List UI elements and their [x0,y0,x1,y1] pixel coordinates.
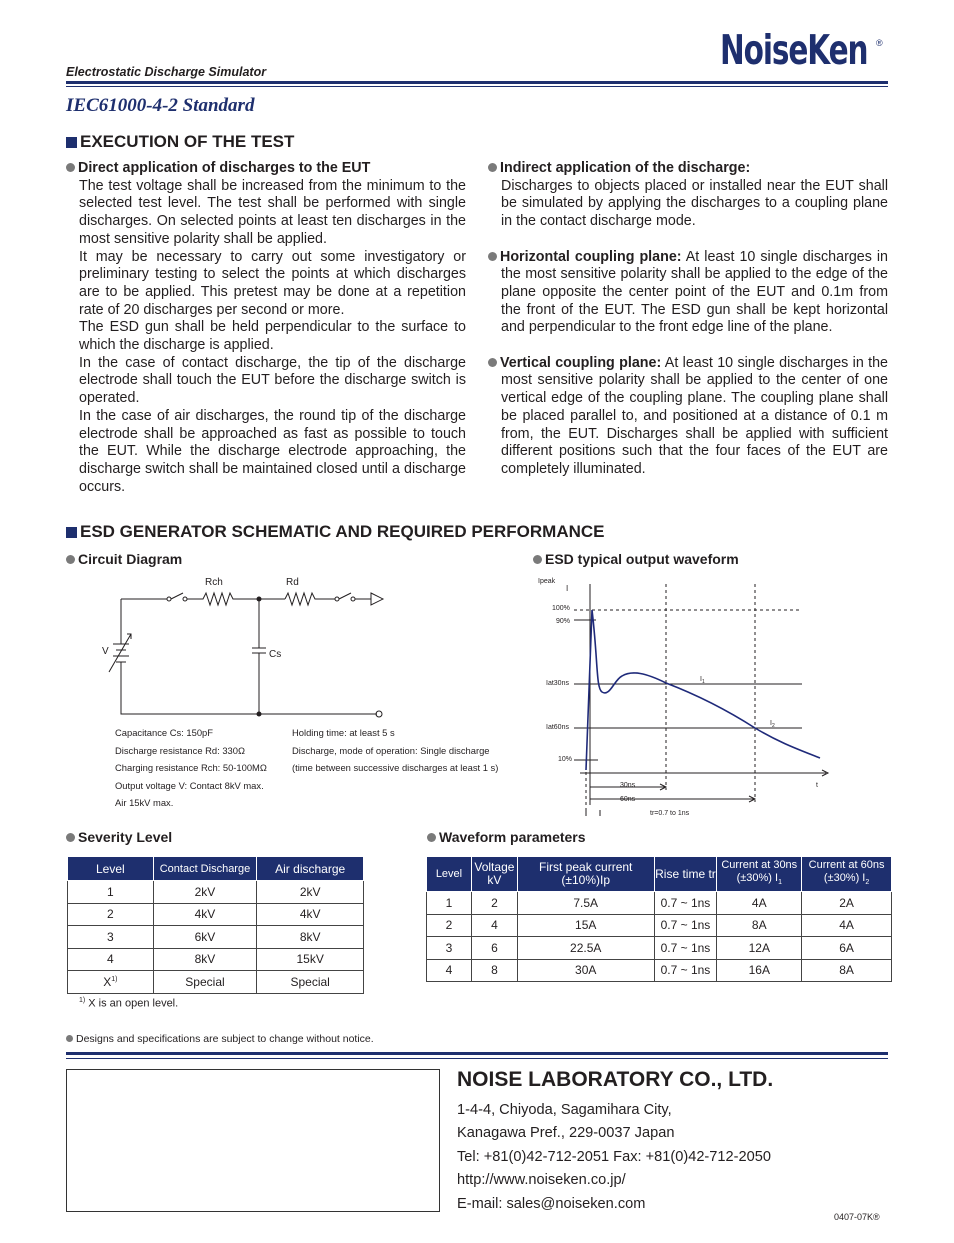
switch-contact [335,597,339,601]
table-row: 3 6 22.5A 0.7 ~ 1ns 12A 6A [427,937,892,960]
table-row: 2 4 15A 0.7 ~ 1ns 8A 4A [427,914,892,937]
i-axis-label: I [566,584,569,593]
wire [121,662,377,714]
header-rule [66,81,888,84]
bullet-icon [488,358,497,367]
indirect-application-column [488,160,888,479]
direct-paragraph: In the case of contact discharge, the tip of the discharge electrode shall touch the EUT before the discharge switch is operated. [79,354,466,407]
table-row: $X^{1)}$ Special Special [68,971,364,994]
rch-label: Rch [205,577,223,588]
bullet-icon [427,833,436,842]
bullet-icon [66,163,75,172]
vertical-coupling-paragraph: Vertical coupling plane: At least 10 single discharges in the most sensitive polarity shall be applied to the center of one vertical edge of the coupling plane. The coupling plane shall be placed parallel to, and positioned at a distance of 0.1 m from, the EUT. Discharges shall be applied with sufficient different positions such that the four faces of the EUT are completely illuminated. [488,355,888,479]
address-line: 1-4-4, Chiyoda, Sagamihara City, [457,1102,672,1118]
phone-fax: Tel: +81(0)42-712-2051 Fax: +81(0)42-712-2050 [457,1148,771,1165]
direct-paragraph: In the case of air discharges, the round tip of the discharge electrode shall be approached as fast as possible to touch the EUT. While the discharge electrode approaching, the discharge switch shall be maintained closed until a discharge occurs. [79,407,466,495]
disclaimer: Designs and specifications are subject to change without notice. [66,1033,374,1045]
charge-switch [171,593,183,599]
document-code: 0407-07K® [834,1212,880,1222]
standard-title: IEC61000-4-2 Standard [66,95,255,116]
rise-time-marker [586,810,600,816]
table-row: 1 2kV 2kV [68,881,364,904]
i2-label: $I_2$ [770,720,775,729]
waveform-params-heading: Waveform parameters [427,829,586,845]
circuit-specs-left: Capacitance Cs: 150pF Discharge resistance Rd: 330Ω Charging resistance Rch: 50-100MΩ Output voltage V: Contact 8kV max. Air 15kV max. [115,727,267,808]
bullet-icon [533,555,542,564]
time-dimension-lines [590,787,755,799]
bullet-icon [66,555,75,564]
website-link[interactable]: http://www.noiseken.co.jp/ [457,1172,626,1189]
company-address [457,1099,771,1216]
address-line: Kanagawa Pref., 229-0037 Japan [457,1125,675,1142]
registered-mark-icon: ® [876,38,883,48]
bullet-icon [488,163,497,172]
document-subtitle: Electrostatic Discharge Simulator [66,65,267,79]
switch-contact [183,597,187,601]
junction-dot [257,597,262,602]
noiseken-logo: NoiseKen [720,26,868,74]
indirect-text: Discharges to objects placed or installed near the EUT shall be simulated by applying the discharges to a coupling plane in the contact discharge mode. [501,177,888,230]
p100-label: 100% [552,605,570,612]
waveform-params-table: Level Voltage kV First peak current (±10%)Ip Rise time tr Current at 30ns (±30%) $I_1$ Current at 60ns (±30%) $I_2$ 1 2 7.5A 0.7 ~ 1ns 4A 2A 2 4 15A 0.7 ~ 1ns 8A 4A 3 6 22.5A 0.7 ~ 1ns 12A 6A 4 8 30A 0.7 ~ 1ns 16A 8A [426,856,892,982]
p10-label: 10% [558,756,573,763]
footer-rule [66,1052,888,1055]
esd-section-title: ESD GENERATOR SCHEMATIC AND REQUIRED PERFORMANCE [66,522,605,542]
junction-dot [257,712,262,717]
bullet-icon [488,252,497,261]
execution-section-title: EXECUTION OF THE TEST [66,132,294,152]
resistor-rch [187,593,285,605]
discharge-tip-icon [371,593,383,605]
t30-label: 30ns [620,782,636,789]
cs-label: Cs [269,649,282,660]
waveform-heading: ESD typical output waveform [533,551,739,567]
discharge-switch [339,593,351,599]
square-bullet-icon [66,137,77,148]
table-row: 4 8kV 15kV [68,948,364,971]
table-row: 1 2 7.5A 0.7 ~ 1ns 4A 2A [427,892,892,915]
waveform-curve [586,610,820,770]
severity-heading: Severity Level [66,829,172,845]
square-bullet-icon [66,527,77,538]
indirect-heading: Indirect application of the discharge: [500,160,751,176]
direct-paragraph: The test voltage shall be increased from the minimum to the selected test level. The test shall be performed with single discharges. On selected points at least ten discharges in the most sensitive polarity shall be applied. [79,177,466,247]
address-box [66,1069,440,1212]
table-row: 4 8 30A 0.7 ~ 1ns 16A 8A [427,959,892,982]
email-link[interactable]: E-mail: sales@noiseken.com [457,1195,646,1212]
table-row: 2 4kV 4kV [68,903,364,926]
direct-paragraph: It may be necessary to carry out some investigatory or preliminary testing to select the points at which discharges are to be applied. This pretest may be done at a repetition rate of 20 discharges per second or more. [79,248,466,318]
header-rule-thin [66,86,888,87]
capacitor-cs [252,599,266,714]
voltage-source-icon [113,644,129,662]
p90-label: 90% [556,618,571,625]
iat60-label: Iat60ns [546,724,569,731]
iat30-label: Iat30ns [546,680,569,687]
variable-arrow-icon [109,634,131,672]
i1-label: $I_1$ [700,676,705,685]
circuit-diagram-heading: Circuit Diagram [66,551,182,567]
t60-label: 60ns [620,796,636,803]
bullet-icon [66,833,75,842]
rise-time-label: tr=0.7 to 1ns [650,810,690,817]
circuit-specs-right: Holding time: at least 5 s Discharge, mode of operation: Single discharge (time between successive discharges at least 1 s) [292,727,499,773]
footer-rule-thin [66,1058,888,1059]
rd-label: Rd [286,577,299,588]
bullet-icon [66,1035,73,1042]
switch-contact [167,597,171,601]
direct-heading: Direct application of discharges to the EUT [78,160,371,176]
severity-footnote: $^{1)}$ X is an open level. [79,997,179,1010]
table-row: 3 6kV 8kV [68,926,364,949]
switch-contact [351,597,355,601]
horizontal-coupling-paragraph: Horizontal coupling plane: At least 10 single discharges in the most sensitive polarity shall be applied to the edge of the plane opposite the center point of the EUT and 0.1m from the front of the EUT. The ESD gun shall be kept horizontal and perpendicular to the front edge line of the plane. [488,249,888,338]
ipeak-label: Ipeak [538,578,556,585]
circuit-diagram [95,572,395,722]
severity-table: Level Contact Discharge Air discharge 1 2kV 2kV 2 4kV 4kV 3 6kV 8kV 4 8kV 15kV $X^{1)}$ Special Special [67,856,364,994]
v-label: V [102,646,109,657]
direct-application-column [66,160,466,496]
waveform-diagram [530,570,840,820]
company-name: NOISE LABORATORY CO., LTD. [457,1068,774,1091]
t-axis-label: t [816,782,818,789]
resistor-rd [285,593,335,605]
direct-paragraph: The ESD gun shall be held perpendicular to the surface to which the discharge is applied. [79,319,466,354]
